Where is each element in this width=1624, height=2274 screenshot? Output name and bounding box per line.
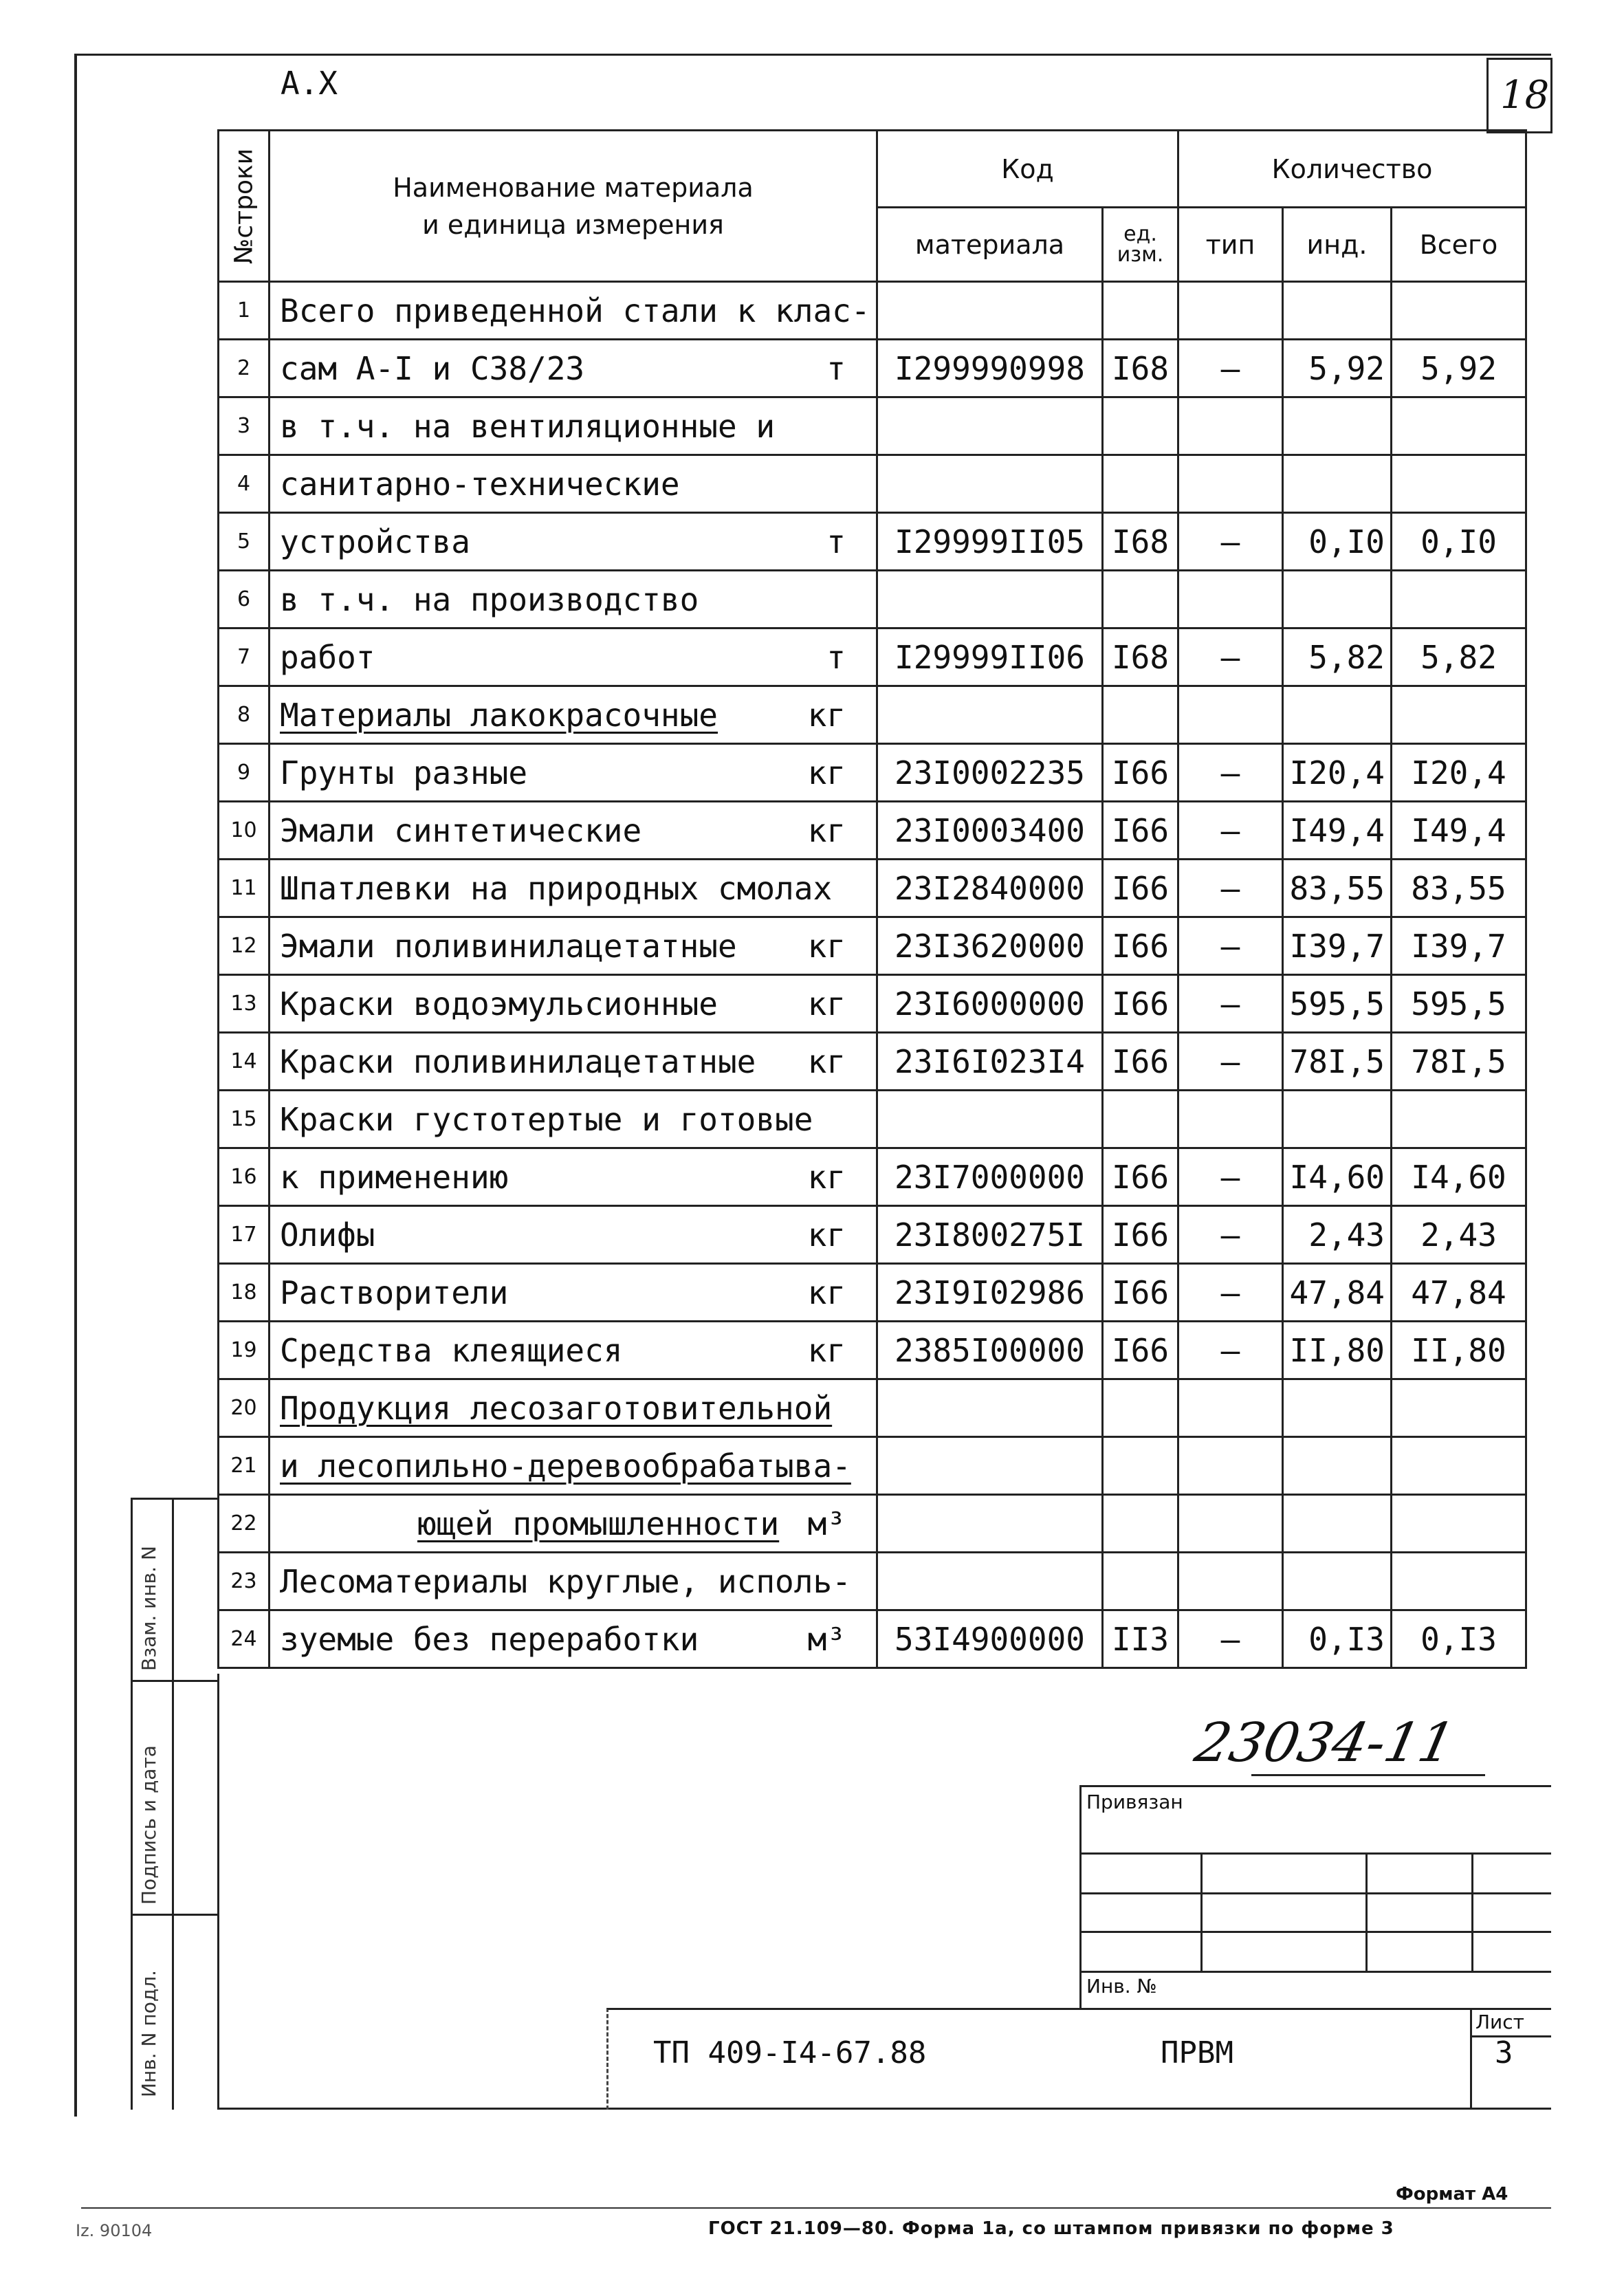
material-name: Растворители	[280, 1273, 509, 1311]
quantity-total: 83,55	[1392, 860, 1526, 917]
quantity-total: 0,I3	[1392, 1610, 1526, 1668]
material-unit: кг	[807, 754, 846, 791]
quantity-ind	[1283, 282, 1392, 340]
quantity-type	[1178, 1495, 1283, 1553]
material-code	[877, 1437, 1103, 1495]
quantity-type: –	[1178, 1148, 1283, 1206]
quantity-total: 0,I0	[1392, 513, 1526, 571]
row-number: 23	[219, 1553, 270, 1610]
quantity-ind: I4,60	[1283, 1148, 1392, 1206]
material-code	[877, 1553, 1103, 1610]
unit-code	[1103, 686, 1178, 744]
unit-code	[1103, 1495, 1178, 1553]
unit-code: II3	[1103, 1610, 1178, 1668]
material-name-cell	[270, 1495, 877, 1553]
unit-code: I66	[1103, 802, 1178, 860]
quantity-total: 78I,5	[1392, 1033, 1526, 1091]
quantity-total	[1392, 1437, 1526, 1495]
row-number: 11	[219, 860, 270, 917]
material-name: Олифы	[280, 1216, 375, 1254]
stamp-attached-label: Привязан	[1086, 1791, 1183, 1813]
material-code: 23I7000000	[877, 1148, 1103, 1206]
sheet-number: 18	[1500, 73, 1550, 118]
quantity-type	[1178, 1091, 1283, 1148]
table-row	[219, 802, 1526, 860]
table-row	[219, 455, 1526, 513]
unit-code: I66	[1103, 1206, 1178, 1264]
material-name-cell	[270, 1033, 877, 1091]
quantity-type: –	[1178, 917, 1283, 975]
material-unit: кг	[807, 1216, 846, 1254]
unit-code: I66	[1103, 975, 1178, 1033]
material-name-cell	[270, 860, 877, 917]
row-number: 6	[219, 571, 270, 628]
material-name-cell	[270, 686, 877, 744]
material-name-cell	[270, 1264, 877, 1322]
material-unit: т	[826, 350, 846, 387]
table-row	[219, 1322, 1526, 1379]
material-name-cell	[270, 1148, 877, 1206]
table-row	[219, 1033, 1526, 1091]
quantity-ind	[1283, 1495, 1392, 1553]
quantity-total: 5,82	[1392, 628, 1526, 686]
header-unit-code: ед. изм.	[1103, 208, 1178, 282]
material-unit: кг	[807, 985, 846, 1023]
side-label-orig-inv: Инв. N подл.	[138, 1970, 160, 2097]
quantity-ind: 595,5	[1283, 975, 1392, 1033]
table-row	[219, 1437, 1526, 1495]
quantity-total	[1392, 397, 1526, 455]
material-name: санитарно-технические	[280, 465, 680, 503]
footer-line	[81, 2207, 1551, 2209]
material-name-cell	[270, 282, 877, 340]
materials-table	[217, 129, 1527, 1669]
quantity-ind: I49,4	[1283, 802, 1392, 860]
row-number: 10	[219, 802, 270, 860]
table-row	[219, 975, 1526, 1033]
quantity-total: I20,4	[1392, 744, 1526, 802]
side-strip-divider	[172, 1498, 174, 2110]
quantity-ind: 5,92	[1283, 340, 1392, 397]
row-number: 16	[219, 1148, 270, 1206]
unit-code	[1103, 282, 1178, 340]
row-number: 8	[219, 686, 270, 744]
document-code: ТП 409-I4-67.88	[653, 2035, 927, 2070]
quantity-total: 5,92	[1392, 340, 1526, 397]
material-name: и лесопильно-деревообрабатыва-	[280, 1447, 851, 1485]
sheet-box-value: 3	[1495, 2035, 1513, 2070]
quantity-type: –	[1178, 1264, 1283, 1322]
quantity-total: 595,5	[1392, 975, 1526, 1033]
row-number: 7	[219, 628, 270, 686]
material-name-cell	[270, 628, 877, 686]
unit-code: I66	[1103, 1264, 1178, 1322]
material-code	[877, 1379, 1103, 1437]
material-code: 23I0003400	[877, 802, 1103, 860]
sheet-box-label: Лист	[1475, 2011, 1524, 2033]
material-name: Средства клеящиеся	[280, 1331, 623, 1369]
unit-code	[1103, 455, 1178, 513]
quantity-ind: 0,I3	[1283, 1610, 1392, 1668]
unit-code: I66	[1103, 1033, 1178, 1091]
row-number: 21	[219, 1437, 270, 1495]
material-name: Краски густотертые и готовые	[280, 1100, 813, 1138]
material-code: 23I6000000	[877, 975, 1103, 1033]
handwritten-underline	[1251, 1774, 1485, 1776]
table-row	[219, 571, 1526, 628]
material-code	[877, 455, 1103, 513]
material-code	[877, 1091, 1103, 1148]
row-number: 24	[219, 1610, 270, 1668]
material-code: 23I9I02986	[877, 1264, 1103, 1322]
quantity-ind	[1283, 1091, 1392, 1148]
quantity-type: –	[1178, 1322, 1283, 1379]
quantity-type: –	[1178, 513, 1283, 571]
row-number: 1	[219, 282, 270, 340]
header-code: Код	[877, 131, 1178, 208]
material-code: 23I2840000	[877, 860, 1103, 917]
quantity-total: 47,84	[1392, 1264, 1526, 1322]
material-code: 53I4900000	[877, 1610, 1103, 1668]
unit-code: I66	[1103, 744, 1178, 802]
table-row	[219, 513, 1526, 571]
material-name: Эмали синтетические	[280, 811, 642, 849]
material-unit: кг	[807, 812, 846, 849]
table-row	[219, 1091, 1526, 1148]
material-unit: т	[826, 523, 846, 560]
material-name: ющей промышленности	[417, 1505, 780, 1542]
material-code: I299990998	[877, 340, 1103, 397]
row-number: 13	[219, 975, 270, 1033]
quantity-total	[1392, 571, 1526, 628]
unit-code: I66	[1103, 1148, 1178, 1206]
material-code	[877, 1495, 1103, 1553]
quantity-ind	[1283, 1379, 1392, 1437]
material-name: Краски поливинилацетатные	[280, 1042, 756, 1080]
unit-code	[1103, 1437, 1178, 1495]
quantity-type	[1178, 1437, 1283, 1495]
table-row	[219, 686, 1526, 744]
quantity-type: –	[1178, 340, 1283, 397]
material-unit: т	[826, 639, 846, 676]
material-name-cell	[270, 1091, 877, 1148]
material-unit: м³	[807, 1505, 846, 1542]
quantity-total	[1392, 455, 1526, 513]
table-row	[219, 628, 1526, 686]
quantity-ind	[1283, 571, 1392, 628]
material-name-cell	[270, 513, 877, 571]
material-unit: кг	[807, 1159, 846, 1196]
unit-code	[1103, 571, 1178, 628]
stamp-line	[1079, 1971, 1551, 1973]
material-name: Шпатлевки на природных смолах	[280, 869, 833, 907]
row-number: 22	[219, 1495, 270, 1553]
table-row	[219, 860, 1526, 917]
row-number: 2	[219, 340, 270, 397]
footer-archive-code: Iz. 90104	[76, 2221, 153, 2240]
material-name-cell	[270, 1437, 877, 1495]
material-name: в т.ч. на вентиляционные и	[280, 407, 776, 445]
row-number: 19	[219, 1322, 270, 1379]
material-code: 2385I00000	[877, 1322, 1103, 1379]
table-row	[219, 1148, 1526, 1206]
material-name: Краски водоэмульсионные	[280, 985, 718, 1023]
material-code: 23I3620000	[877, 917, 1103, 975]
row-number: 5	[219, 513, 270, 571]
material-name-cell	[270, 917, 877, 975]
quantity-type	[1178, 455, 1283, 513]
side-label-signature-date: Подпись и дата	[138, 1745, 160, 1905]
quantity-total: I49,4	[1392, 802, 1526, 860]
quantity-ind	[1283, 686, 1392, 744]
quantity-ind: II,80	[1283, 1322, 1392, 1379]
stamp-divider	[1471, 1852, 1473, 1971]
quantity-type: –	[1178, 1206, 1283, 1264]
material-code: 23I800275I	[877, 1206, 1103, 1264]
material-name: Всего приведенной стали к клас-	[280, 292, 870, 329]
stamp-line	[1079, 1892, 1551, 1894]
row-number: 18	[219, 1264, 270, 1322]
quantity-ind: I20,4	[1283, 744, 1392, 802]
material-name: в т.ч. на производство	[280, 580, 699, 618]
material-name: работ	[280, 638, 375, 676]
material-code: 23I6I023I4	[877, 1033, 1103, 1091]
material-name-cell	[270, 744, 877, 802]
material-code: 23I0002235	[877, 744, 1103, 802]
quantity-total	[1392, 1379, 1526, 1437]
row-number: 17	[219, 1206, 270, 1264]
material-unit: кг	[807, 1274, 846, 1311]
quantity-type: –	[1178, 802, 1283, 860]
quantity-ind	[1283, 455, 1392, 513]
material-code	[877, 571, 1103, 628]
quantity-total	[1392, 686, 1526, 744]
material-code	[877, 686, 1103, 744]
table-row	[219, 1553, 1526, 1610]
material-name: зуемые без переработки	[280, 1620, 699, 1658]
sheet-label: А.Х	[281, 65, 338, 102]
stamp-inv-label: Инв. №	[1086, 1975, 1157, 1998]
quantity-type: –	[1178, 744, 1283, 802]
table-row	[219, 1610, 1526, 1668]
material-name-cell	[270, 1553, 877, 1610]
row-number: 9	[219, 744, 270, 802]
material-name: к применению	[280, 1158, 509, 1196]
material-name-cell	[270, 397, 877, 455]
header-material-name: Наименование материала и единица измерения	[270, 131, 877, 282]
material-name-cell	[270, 340, 877, 397]
quantity-type	[1178, 397, 1283, 455]
unit-code: I68	[1103, 513, 1178, 571]
material-code	[877, 397, 1103, 455]
material-name-cell	[270, 1322, 877, 1379]
quantity-type	[1178, 1379, 1283, 1437]
material-name: сам А-I и С38/23	[280, 349, 585, 387]
material-code: I29999II06	[877, 628, 1103, 686]
stamp-divider	[1365, 1852, 1368, 1971]
header-material-code: материала	[877, 208, 1103, 282]
material-name-cell	[270, 1610, 877, 1668]
material-name-cell	[270, 802, 877, 860]
unit-code	[1103, 397, 1178, 455]
stamp-line	[1079, 1852, 1551, 1855]
unit-code	[1103, 1379, 1178, 1437]
row-number: 15	[219, 1091, 270, 1148]
quantity-total: II,80	[1392, 1322, 1526, 1379]
material-name-cell	[270, 975, 877, 1033]
side-label-replace-inv: Взам. инв. N	[138, 1546, 160, 1671]
material-name: Лесоматериалы круглые, исполь-	[280, 1562, 851, 1600]
quantity-type: –	[1178, 975, 1283, 1033]
material-unit: м³	[807, 1621, 846, 1658]
handwritten-number: 23034-11	[1189, 1712, 1460, 1774]
material-code	[877, 282, 1103, 340]
row-number: 14	[219, 1033, 270, 1091]
quantity-total	[1392, 282, 1526, 340]
quantity-ind	[1283, 1437, 1392, 1495]
unit-code	[1103, 1091, 1178, 1148]
unit-code: I68	[1103, 340, 1178, 397]
material-name-cell	[270, 571, 877, 628]
material-name: Продукция лесозаготовительной	[280, 1389, 833, 1427]
material-unit: кг	[807, 928, 846, 965]
header-row-number: №строки	[219, 131, 270, 282]
quantity-type	[1178, 686, 1283, 744]
material-unit: кг	[807, 697, 846, 734]
quantity-ind: 78I,5	[1283, 1033, 1392, 1091]
row-number: 12	[219, 917, 270, 975]
quantity-type: –	[1178, 1610, 1283, 1668]
unit-code: I66	[1103, 860, 1178, 917]
quantity-total	[1392, 1553, 1526, 1610]
unit-code: I68	[1103, 628, 1178, 686]
table-row	[219, 397, 1526, 455]
quantity-ind	[1283, 397, 1392, 455]
gost-reference: ГОСТ 21.109—80. Форма 1а, со штампом привязки по форме 3	[708, 2218, 1394, 2239]
stamp-divider	[1200, 1852, 1203, 1971]
quantity-ind: 2,43	[1283, 1206, 1392, 1264]
table-row	[219, 1379, 1526, 1437]
quantity-ind: 83,55	[1283, 860, 1392, 917]
quantity-type: –	[1178, 628, 1283, 686]
unit-code: I66	[1103, 1322, 1178, 1379]
format-label: Формат А4	[1396, 2184, 1508, 2205]
table-row	[219, 282, 1526, 340]
table-row	[219, 1206, 1526, 1264]
document-type: ПРВМ	[1161, 2035, 1233, 2070]
quantity-total	[1392, 1495, 1526, 1553]
quantity-ind: 5,82	[1283, 628, 1392, 686]
material-unit: кг	[807, 1043, 846, 1080]
quantity-type	[1178, 571, 1283, 628]
quantity-ind: 0,I0	[1283, 513, 1392, 571]
quantity-type	[1178, 282, 1283, 340]
material-name-cell	[270, 1379, 877, 1437]
quantity-total	[1392, 1091, 1526, 1148]
material-name: устройства	[280, 523, 470, 560]
quantity-total: I4,60	[1392, 1148, 1526, 1206]
table-row	[219, 340, 1526, 397]
quantity-ind: 47,84	[1283, 1264, 1392, 1322]
header-total: Всего	[1392, 208, 1526, 282]
row-number: 20	[219, 1379, 270, 1437]
material-name: Грунты разные	[280, 754, 528, 791]
quantity-total: 2,43	[1392, 1206, 1526, 1264]
material-name-cell	[270, 1206, 877, 1264]
header-quantity: Количество	[1178, 131, 1526, 208]
header-ind: инд.	[1283, 208, 1392, 282]
row-number: 3	[219, 397, 270, 455]
material-code: I29999II05	[877, 513, 1103, 571]
table-row	[219, 744, 1526, 802]
quantity-ind	[1283, 1553, 1392, 1610]
table-body	[219, 282, 1526, 1668]
header-type: тип	[1178, 208, 1283, 282]
material-name: Эмали поливинилацетатные	[280, 927, 737, 965]
material-name: Материалы лакокрасочные	[280, 696, 718, 734]
table-row	[219, 1495, 1526, 1553]
quantity-type: –	[1178, 1033, 1283, 1091]
stamp-line	[1079, 1931, 1551, 1933]
material-name-cell	[270, 455, 877, 513]
table-row	[219, 917, 1526, 975]
table-row	[219, 1264, 1526, 1322]
material-unit: кг	[807, 1332, 846, 1369]
quantity-total: I39,7	[1392, 917, 1526, 975]
quantity-type: –	[1178, 860, 1283, 917]
unit-code	[1103, 1553, 1178, 1610]
quantity-ind: I39,7	[1283, 917, 1392, 975]
row-number: 4	[219, 455, 270, 513]
unit-code: I66	[1103, 917, 1178, 975]
quantity-type	[1178, 1553, 1283, 1610]
